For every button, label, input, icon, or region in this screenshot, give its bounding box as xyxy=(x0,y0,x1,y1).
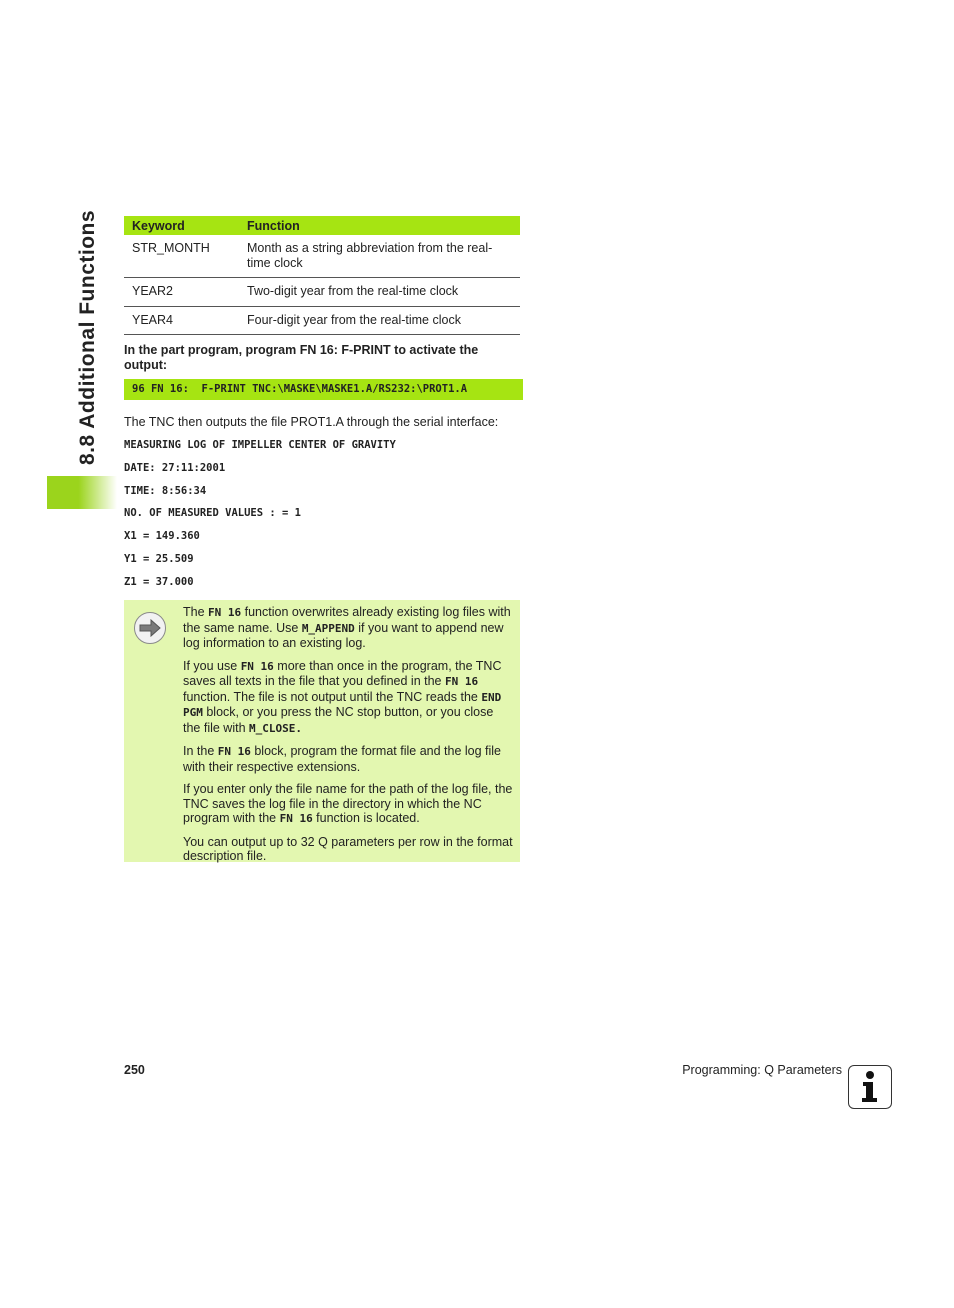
note-paragraph: The FN 16 function overwrites already existing log files with the same name. Use M_APPEND if you want to append new log information to an existing log. xyxy=(183,605,511,650)
keyword-cell: YEAR4 xyxy=(124,306,239,335)
instruction-text: In the part program, program FN 16: F-PRINT to activate the output: xyxy=(124,343,479,372)
keyword-cell: YEAR2 xyxy=(124,278,239,307)
note-text xyxy=(183,605,513,872)
arrow-right-icon xyxy=(134,612,166,644)
chapter-title: Programming: Q Parameters xyxy=(682,1063,842,1077)
note-paragraph: In the FN 16 block, program the format file and the log file with their respective extensions. xyxy=(183,744,502,774)
note-box xyxy=(124,600,520,862)
page-number: 250 xyxy=(124,1063,145,1077)
function-cell: Month as a string abbreviation from the real-time clock xyxy=(239,235,520,278)
info-icon xyxy=(848,1065,892,1109)
note-paragraph: If you enter only the file name for the path of the log file, the TNC saves the log file in the directory in which the NC program with the FN 16 function is located. xyxy=(183,782,513,825)
keyword-table xyxy=(124,216,520,335)
output-line: NO. OF MEASURED VALUES : = 1 xyxy=(124,507,302,519)
output-line: MEASURING LOG OF IMPELLER CENTER OF GRAVITY xyxy=(124,439,396,451)
output-line: X1 = 149.360 xyxy=(124,530,200,542)
output-line: TIME: 8:56:34 xyxy=(124,485,207,497)
header-function: Function xyxy=(239,216,520,235)
output-line: Y1 = 25.509 xyxy=(124,553,194,565)
keyword-cell: STR_MONTH xyxy=(124,235,239,278)
function-cell: Two-digit year from the real-time clock xyxy=(239,278,520,307)
header-keyword: Keyword xyxy=(124,216,239,235)
note-paragraph: You can output up to 32 Q parameters per row in the format description file. xyxy=(183,834,513,863)
output-intro: The TNC then outputs the file PROT1.A through the serial interface: xyxy=(124,415,499,429)
table-header-row xyxy=(124,216,520,235)
output-line: DATE: 27:11:2001 xyxy=(124,462,226,474)
chapter-tab-marker xyxy=(47,476,117,509)
table-row xyxy=(124,235,520,278)
code-example: 96 FN 16: F-PRINT TNC:\MASKE\MASKE1.A/RS232:\PROT1.A xyxy=(124,379,523,400)
table-row xyxy=(124,306,520,335)
note-paragraph: If you use FN 16 more than once in the program, the TNC saves all texts in the file that you defined in the FN 16 function. The file is not output until the TNC reads the END PGM block, or you press the NC stop button, or you close the file with M_CLOSE. xyxy=(183,658,502,735)
section-title: 8.8 Additional Functions xyxy=(76,209,99,465)
output-line: Z1 = 37.000 xyxy=(124,576,194,588)
table-row xyxy=(124,278,520,307)
function-cell: Four-digit year from the real-time clock xyxy=(239,306,520,335)
